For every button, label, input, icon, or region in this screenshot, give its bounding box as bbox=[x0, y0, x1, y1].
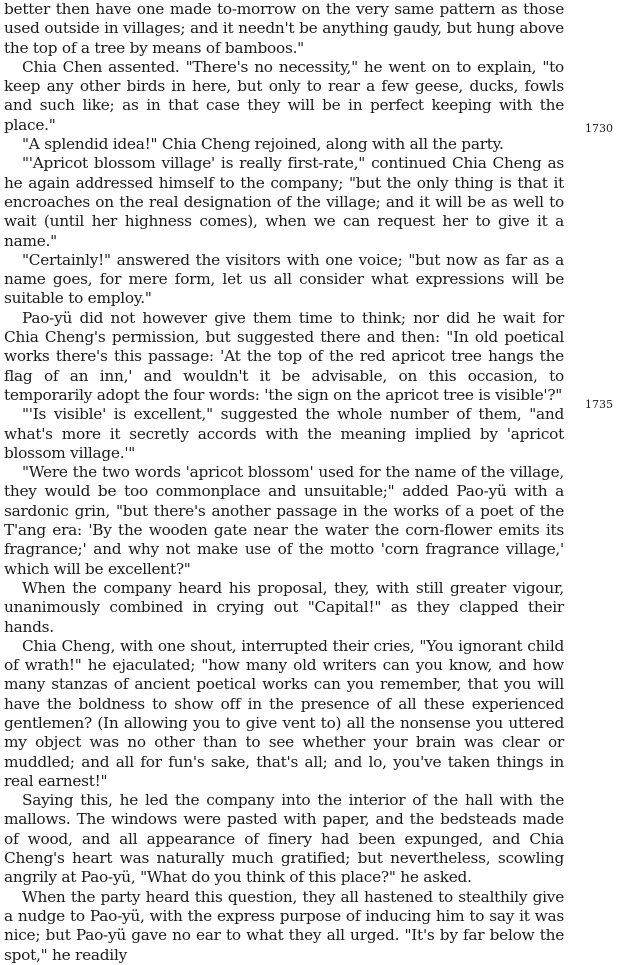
paragraph: "'Apricot blossom village' is really first-rate," continued Chia Cheng as he again addressed himself to the company; "but the only thing is that it encroaches on the real designation of the village; and it will be as well to wait (until her highness comes), when we can request her to give it a name." bbox=[4, 154, 564, 250]
paragraph: "Were the two words 'apricot blossom' used for the name of the village, they would be too commonplace and unsuitable;" added Pao-yü with a sardonic grin, "but there's another passage in the works of a poet of the T'ang era: 'By the wooden gate near the water the corn-flower emits its fragrance;' and why not make use of the motto 'corn fragrance village,' which will be excellent?" bbox=[4, 463, 564, 578]
paragraph: Chia Cheng, with one shout, interrupted their cries, "You ignorant child of wrath!" he ejaculated; "how many old writers can you know, and how many stanzas of ancient poetical works can you remember, that you will have the boldness to show off in the presence of all these experienced gentlemen? (In allowing you to give vent to) all the nonsense you uttered my object was no other than to see whether your brain was clear or muddled; and all for fun's sake, that's all; and lo, you've taken things in real earnest!" bbox=[4, 636, 564, 790]
paragraph: "A splendid idea!" Chia Cheng rejoined, along with all the party. bbox=[22, 135, 504, 154]
paragraph: Chia Chen assented. "There's no necessity," he went on to explain, "to keep any other birds in here, but only to rear a few geese, ducks, fowls and such like; as in that case they will be in perfect keeping with the place." bbox=[4, 57, 564, 134]
paragraph: When the party heard this question, they all hastened to stealthily give a nudge to Pao-yü, with the express purpose of inducing him to say it was nice; but Pao-yü gave no ear to what they all urged. "It's by far below the spot," he readily bbox=[4, 887, 564, 964]
paragraph: "'Is visible' is excellent," suggested the whole number of them, "and what's more it secretly accords with the meaning implied by 'apricot blossom village.'" bbox=[4, 405, 564, 462]
paragraph: Saying this, he led the company into the interior of the hall with the mallows. The windows were pasted with paper, and the bedsteads made of wood, and all appearance of finery had been expunged, and Chia Cheng's heart was naturally much gratified; but nevertheless, scowling angrily at Pao-yü, "What do you think of this place?" he asked. bbox=[4, 791, 564, 887]
text-body bbox=[4, 0, 564, 965]
paragraph: better then have one made to-morrow on the very same pattern as those used outside in villages; and it needn't be anything gaudy, but hung above the top of a tree by means of bamboos." bbox=[4, 0, 564, 57]
paragraph: "Certainly!" answered the visitors with one voice; "but now as far as a name goes, for mere form, let us all consider what expressions will be suitable to employ." bbox=[4, 250, 564, 308]
paragraph: Pao-yü did not however give them time to think; nor did he wait for Chia Cheng's permission, but suggested there and then: "In old poetical works there's this passage: 'At the top of the red apricot tree hangs the flag of an inn,' and wouldn't it be advisable, on this occasion, to temporarily adopt the four words: 'the sign on the apricot tree is visible'?" bbox=[4, 308, 564, 404]
line-number-marker: 1730 bbox=[585, 122, 613, 135]
line-number-marker: 1735 bbox=[585, 398, 613, 411]
paragraph: When the company heard his proposal, they, with still greater vigour, unanimously combined in crying out "Capital!" as they clapped their hands. bbox=[4, 578, 564, 636]
